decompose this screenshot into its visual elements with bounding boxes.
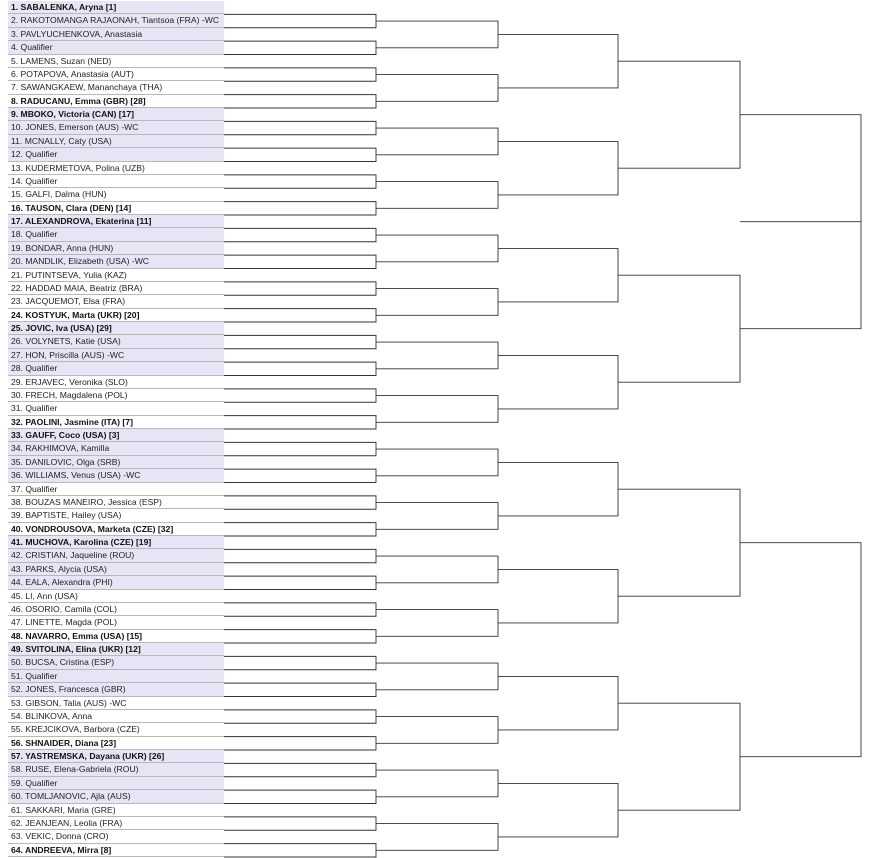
bracket-connector-round-2	[376, 342, 498, 369]
draw-entry: 29. ERJAVEC, Veronika (SLO)	[8, 376, 224, 389]
bracket-connector-round-1	[224, 710, 376, 723]
draw-entry: 23. JACQUEMOT, Elsa (FRA)	[8, 295, 224, 308]
bracket-connector-round-1	[224, 202, 376, 215]
draw-entry: 8. RADUCANU, Emma (GBR) [28]	[8, 95, 224, 108]
draw-entry: 41. MUCHOVA, Karolina (CZE) [19]	[8, 536, 224, 549]
draw-entry: 35. DANILOVIC, Olga (SRB)	[8, 456, 224, 469]
bracket-connector-round-4	[618, 703, 740, 810]
draw-entry: 49. SVITOLINA, Elina (UKR) [12]	[8, 643, 224, 656]
bracket-connector-round-4	[618, 61, 740, 168]
draw-entry: 20. MANDLIK, Elizabeth (USA) -WC	[8, 255, 224, 268]
draw-entry: 39. BAPTISTE, Hailey (USA)	[8, 509, 224, 522]
bracket-connector-round-1	[224, 817, 376, 830]
draw-entry: 25. JOVIC, Iva (USA) [29]	[8, 322, 224, 335]
bracket-connector-round-2	[376, 770, 498, 797]
bracket-connector-round-2	[376, 503, 498, 530]
draw-entry: 1. SABALENKA, Aryna [1]	[8, 1, 224, 14]
bracket-connector-round-1	[224, 148, 376, 161]
draw-entry: 13. KUDERMETOVA, Polina (UZB)	[8, 162, 224, 175]
bracket-connector-round-3	[498, 676, 618, 730]
draw-entry: 30. FRECH, Magdalena (POL)	[8, 389, 224, 402]
draw-entry: 22. HADDAD MAIA, Beatriz (BRA)	[8, 282, 224, 295]
bracket-connector-round-1	[224, 603, 376, 616]
draw-entry: 15. GALFI, Dalma (HUN)	[8, 188, 224, 201]
draw-entry: 36. WILLIAMS, Venus (USA) -WC	[8, 469, 224, 482]
draw-entry: 26. VOLYNETS, Katie (USA)	[8, 335, 224, 348]
draw-entry: 4. Qualifier	[8, 41, 224, 54]
bracket-connector-round-1	[224, 335, 376, 348]
bracket-connector-round-2	[376, 717, 498, 744]
bracket-connector-round-3	[498, 34, 618, 88]
bracket-connector-round-1	[224, 309, 376, 322]
bracket-connector-round-1	[224, 41, 376, 54]
draw-entry: 47. LINETTE, Magda (POL)	[8, 616, 224, 629]
draw-entry: 37. Qualifier	[8, 483, 224, 496]
bracket-connector-round-1	[224, 790, 376, 803]
draw-entry: 64. ANDREEVA, Mirra [8]	[8, 844, 224, 857]
draw-entry: 3. PAVLYUCHENKOVA, Anastasia	[8, 28, 224, 41]
draw-entry: 7. SAWANGKAEW, Mananchaya (THA)	[8, 81, 224, 94]
draw-entry: 59. Qualifier	[8, 777, 224, 790]
bracket-connector-round-5	[740, 543, 861, 757]
bracket-connector-round-2	[376, 182, 498, 209]
bracket-connector-round-2	[376, 663, 498, 690]
draw-entry: 55. KREJCIKOVA, Barbora (CZE)	[8, 723, 224, 736]
bracket-connector-round-1	[224, 656, 376, 669]
draw-entry: 14. Qualifier	[8, 175, 224, 188]
draw-entry: 56. SHNAIDER, Diana [23]	[8, 737, 224, 750]
draw-entry: 43. PARKS, Alycia (USA)	[8, 563, 224, 576]
draw-entry: 19. BONDAR, Anna (HUN)	[8, 242, 224, 255]
draw-entry: 21. PUTINTSEVA, Yulia (KAZ)	[8, 269, 224, 282]
draw-entry: 61. SAKKARI, Maria (GRE)	[8, 804, 224, 817]
draw-entry: 46. OSORIO, Camila (COL)	[8, 603, 224, 616]
draw-entry: 54. BLINKOVA, Anna	[8, 710, 224, 723]
draw-entry: 11. MCNALLY, Caty (USA)	[8, 135, 224, 148]
draw-entry: 40. VONDROUSOVA, Marketa (CZE) [32]	[8, 523, 224, 536]
bracket-connector-round-1	[224, 175, 376, 188]
draw-entry: 5. LAMENS, Suzan (NED)	[8, 55, 224, 68]
bracket-connector-round-1	[224, 416, 376, 429]
draw-entry: 51. Qualifier	[8, 670, 224, 683]
draw-entry: 24. KOSTYUK, Marta (UKR) [20]	[8, 309, 224, 322]
draw-entry: 45. LI, Ann (USA)	[8, 590, 224, 603]
bracket-connector-round-1	[224, 442, 376, 455]
draw-entry: 50. BUCSA, Cristina (ESP)	[8, 656, 224, 669]
draw-entry: 57. YASTREMSKA, Dayana (UKR) [26]	[8, 750, 224, 763]
bracket-connector-round-2	[376, 21, 498, 48]
draw-entry: 58. RUSE, Elena-Gabriela (ROU)	[8, 763, 224, 776]
bracket-connector-round-1	[224, 121, 376, 134]
draw-entry: 33. GAUFF, Coco (USA) [3]	[8, 429, 224, 442]
bracket-connector-round-1	[224, 844, 376, 857]
draw-entry: 10. JONES, Emerson (AUS) -WC	[8, 121, 224, 134]
bracket-connector-round-3	[498, 783, 618, 837]
bracket-connector-round-1	[224, 576, 376, 589]
bracket-connector-round-1	[224, 255, 376, 268]
draw-entry: 9. MBOKO, Victoria (CAN) [17]	[8, 108, 224, 121]
bracket-connector-round-3	[498, 462, 618, 516]
bracket-connector-round-2	[376, 128, 498, 155]
draw-entry: 16. TAUSON, Clara (DEN) [14]	[8, 202, 224, 215]
bracket-connector-round-1	[224, 14, 376, 27]
draw-entry: 34. RAKHIMOVA, Kamilla	[8, 442, 224, 455]
bracket-connector-round-1	[224, 523, 376, 536]
bracket-connector-round-2	[376, 235, 498, 262]
draw-entry: 38. BOUZAS MANEIRO, Jessica (ESP)	[8, 496, 224, 509]
bracket-connector-round-1	[224, 549, 376, 562]
bracket-connector-round-1	[224, 763, 376, 776]
draw-entry: 63. VEKIC, Donna (CRO)	[8, 830, 224, 843]
bracket-connector-round-2	[376, 75, 498, 102]
bracket-connector-round-1	[224, 228, 376, 241]
bracket-connector-round-3	[498, 569, 618, 623]
draw-entry: 60. TOMLJANOVIC, Ajla (AUS)	[8, 790, 224, 803]
bracket-connector-round-1	[224, 95, 376, 108]
bracket-connector-round-1	[224, 68, 376, 81]
bracket-connector-round-4	[618, 275, 740, 382]
draw-entry: 48. NAVARRO, Emma (USA) [15]	[8, 630, 224, 643]
bracket-connector-round-3	[498, 141, 618, 195]
bracket-connector-round-1	[224, 282, 376, 295]
draw-entry: 17. ALEXANDROVA, Ekaterina [11]	[8, 215, 224, 228]
draw-entry: 31. Qualifier	[8, 402, 224, 415]
draw-entry: 2. RAKOTOMANGA RAJAONAH, Tiantsoa (FRA) -WC	[8, 14, 224, 27]
bracket-connector-round-2	[376, 396, 498, 423]
bracket-connector-round-2	[376, 556, 498, 583]
bracket-connector-round-1	[224, 496, 376, 509]
draw-entry: 12. Qualifier	[8, 148, 224, 161]
bracket-connector-round-1	[224, 630, 376, 643]
bracket-connector-round-1	[224, 737, 376, 750]
bracket-connector-round-1	[224, 389, 376, 402]
bracket-connector-round-1	[224, 469, 376, 482]
bracket-connector-round-2	[376, 610, 498, 637]
bracket-connector-round-1	[224, 683, 376, 696]
draw-entry: 27. HON, Priscilla (AUS) -WC	[8, 349, 224, 362]
draw-entry: 28. Qualifier	[8, 362, 224, 375]
draw-entry: 42. CRISTIAN, Jaqueline (ROU)	[8, 549, 224, 562]
draw-entry: 62. JEANJEAN, Leolia (FRA)	[8, 817, 224, 830]
bracket-connector-round-3	[498, 248, 618, 302]
bracket-connector-round-3	[498, 355, 618, 409]
draw-entry: 32. PAOLINI, Jasmine (ITA) [7]	[8, 416, 224, 429]
draw-entry: 52. JONES, Francesca (GBR)	[8, 683, 224, 696]
bracket-connector-round-2	[376, 824, 498, 851]
draw-entry: 18. Qualifier	[8, 228, 224, 241]
draw-entry: 6. POTAPOVA, Anastasia (AUT)	[8, 68, 224, 81]
draw-entry: 44. EALA, Alexandra (PHI)	[8, 576, 224, 589]
bracket-connector-round-2	[376, 289, 498, 316]
bracket-connector-round-1	[224, 362, 376, 375]
bracket-connector-round-4	[618, 489, 740, 596]
draw-entry: 53. GIBSON, Talia (AUS) -WC	[8, 697, 224, 710]
bracket-connector-round-2	[376, 449, 498, 476]
